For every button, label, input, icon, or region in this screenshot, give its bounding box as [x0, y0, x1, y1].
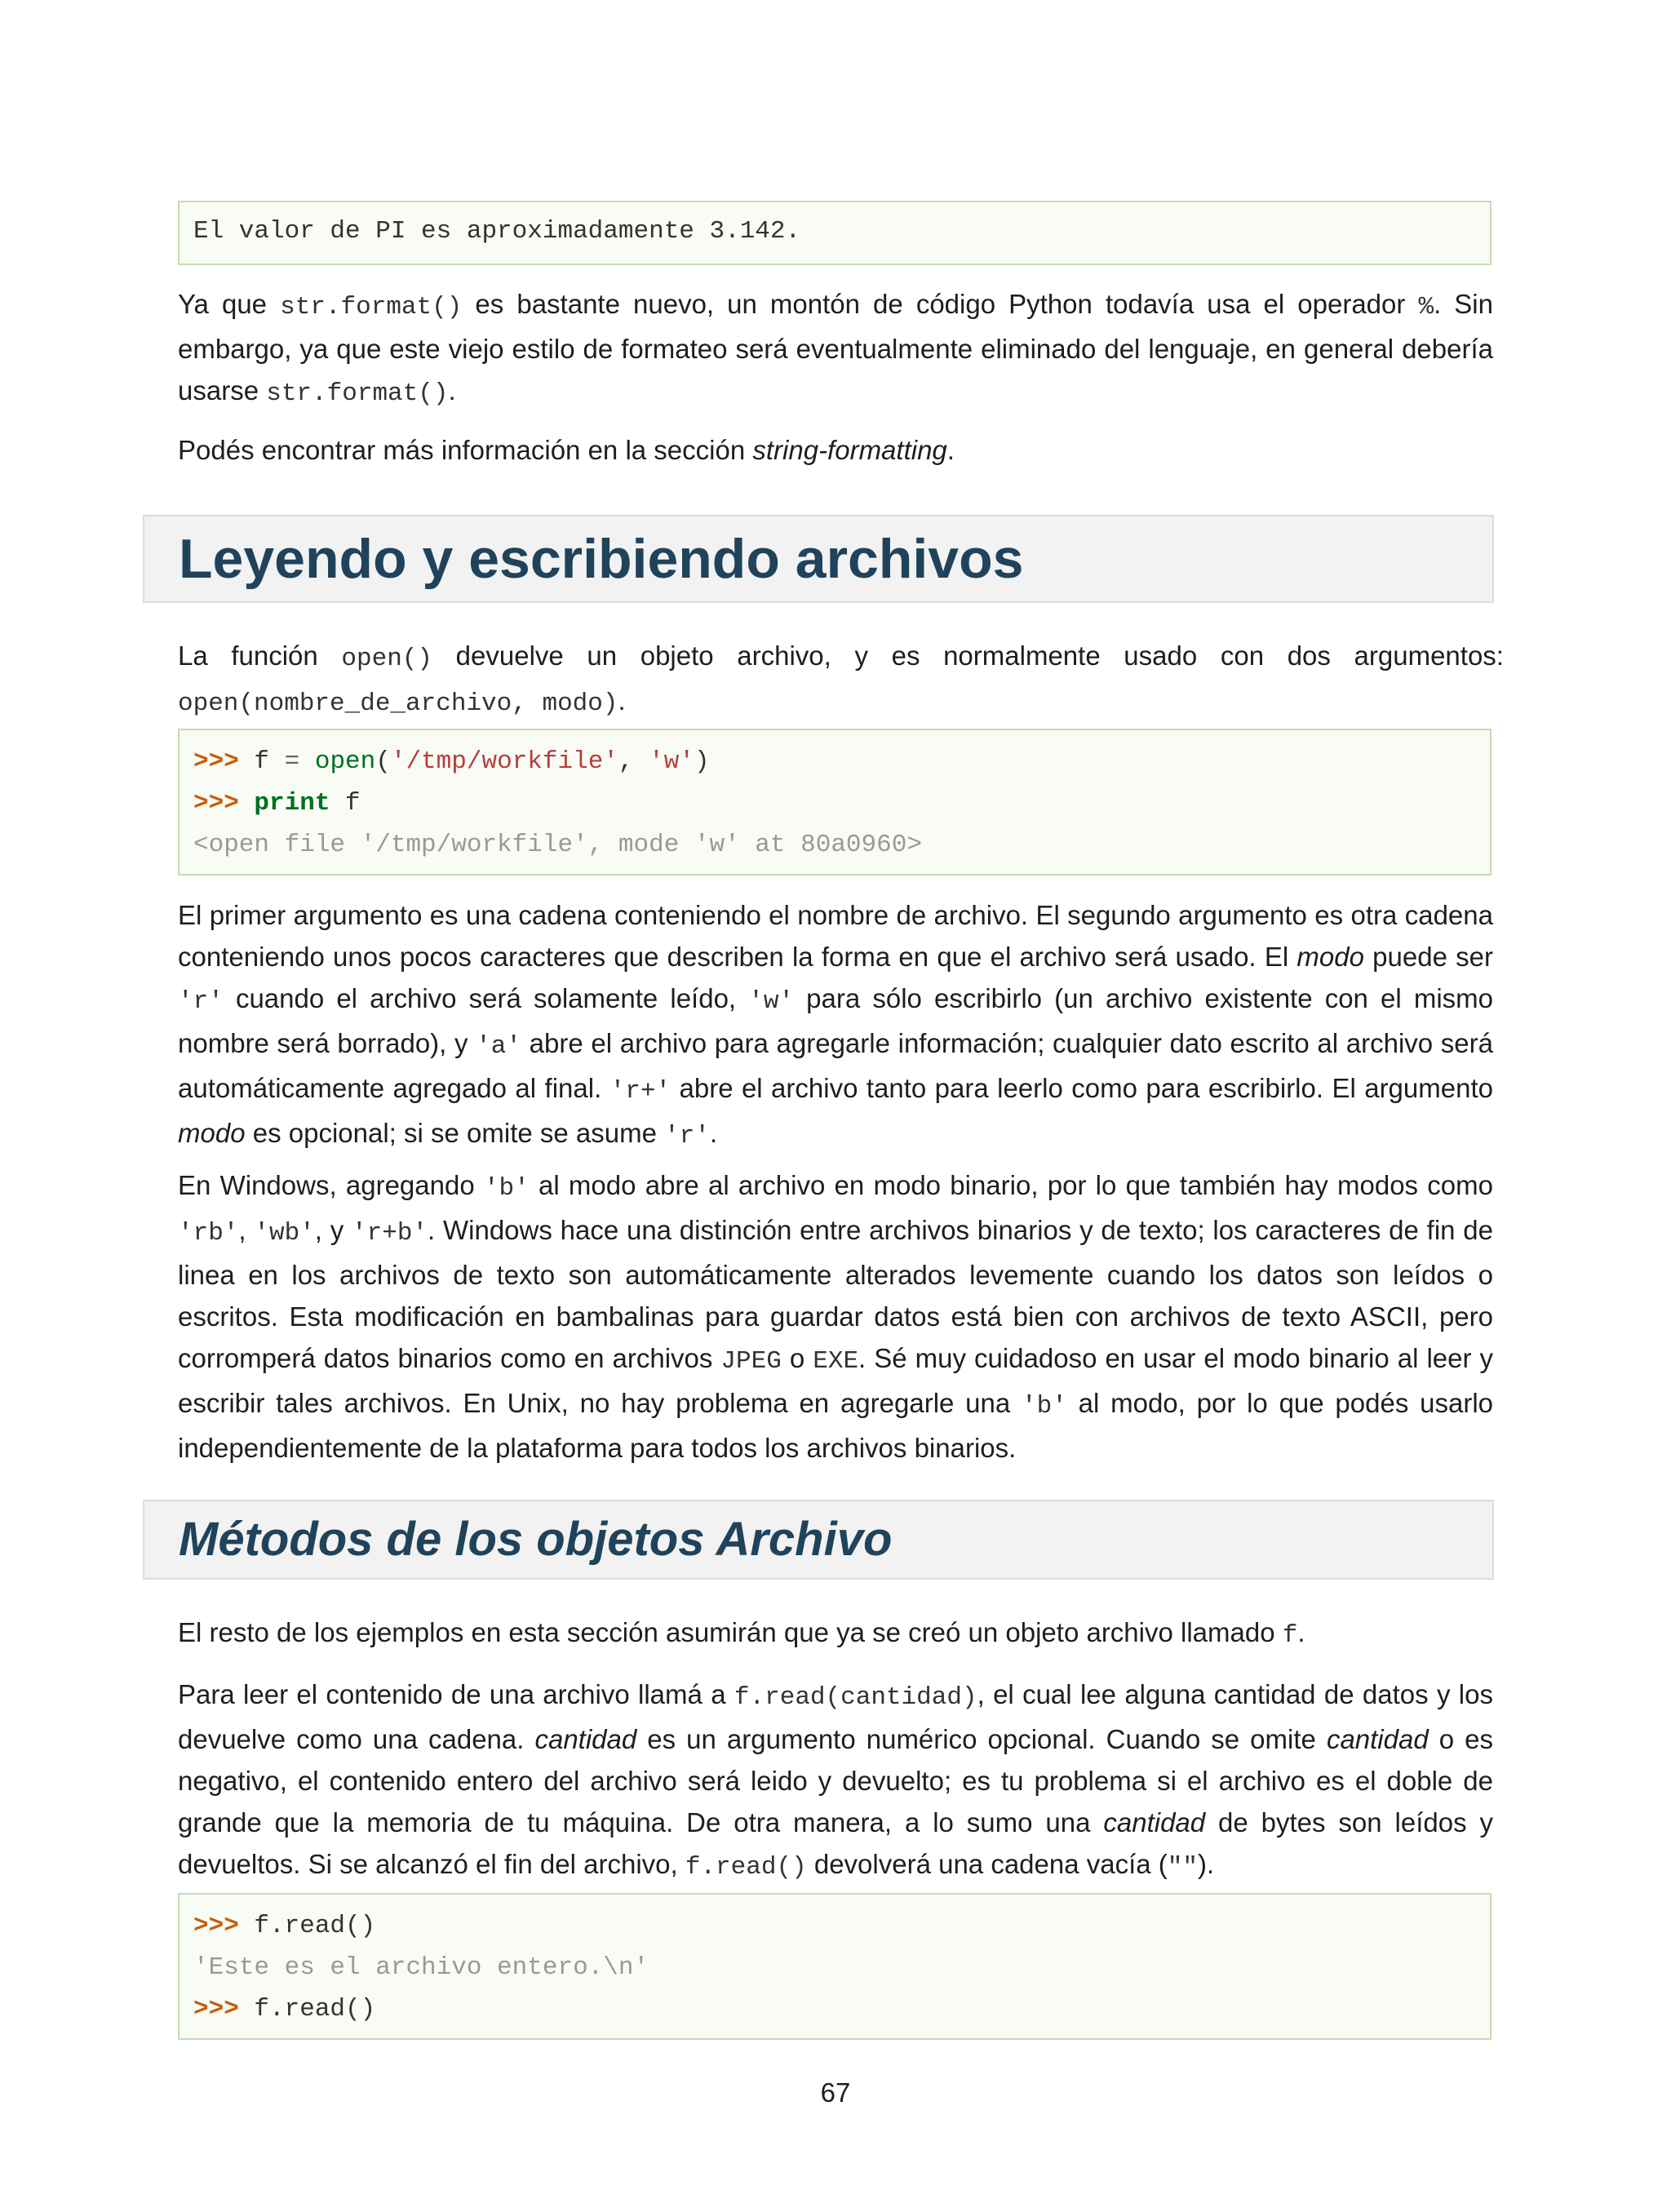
paragraph-arguments: El primer argumento es una cadena conteniendo el nombre de archivo. El segundo argumento es otra cadena conteniendo unos pocos caracteres que describen la forma en que el archivo será usado. El modo puede ser 'r' cuando el archivo será solamente leído, 'w' para sólo escribirlo (un archivo existente con el mismo nombre será borrado), y 'a' abre el archivo para agregarle información; cualquier dato escrito al archivo será automáticamente agregado al final. 'r+' abre el archivo tanto para leerlo como para escribirlo. El argumento modo es opcional; si se omite se asume 'r'. [178, 900, 1494, 1150]
code-line: >>> f = open('/tmp/workfile', 'w') [193, 747, 710, 776]
inline-code: 'w' [748, 987, 795, 1016]
inline-code: open(nombre_de_archivo, modo) [178, 689, 618, 718]
code-prompt: >>> [193, 1995, 239, 2024]
inline-code: EXE [813, 1347, 859, 1376]
inline-code: 'b' [1022, 1392, 1067, 1421]
page-number: 67 [820, 2077, 851, 2108]
code-line: >>> f.read() [193, 1995, 376, 2024]
inline-code: 'r' [664, 1122, 710, 1150]
code-line: El valor de PI es aproximadamente 3.142. [193, 217, 801, 246]
reference-link[interactable]: string-formatting [752, 435, 947, 465]
code-prompt: >>> [193, 747, 239, 776]
inline-code: 'rb' [178, 1219, 239, 1248]
section-title: Métodos de los objetos Archivo [179, 1513, 893, 1566]
section-heading-box [143, 1500, 1494, 1580]
inline-code: "" [1167, 1853, 1199, 1882]
section-heading-box [143, 515, 1494, 603]
inline-code: 'r+' [609, 1077, 672, 1106]
paragraph-read-method: Para leer el contenido de una archivo llamá a f.read(cantidad), el cual lee alguna cantidad de datos y los devuelve como una cadena. cantidad es un argumento numérico opcional. Cuando se omite cantidad o es negativo, el contenido entero del archivo será leido y devuelto; es tu problema si el archivo es el doble de grande que la memoria de tu máquina. De otra manera, a lo sumo una cantidad de bytes son leídos y devueltos. Si se alcanzó el fin del archivo, f.read() devolverá una cadena vacía (""). [178, 1679, 1493, 1882]
section-title: Leyendo y escribiendo archivos [179, 528, 1024, 590]
inline-code: str.format() [266, 379, 449, 408]
inline-code: JPEG [720, 1347, 782, 1376]
code-prompt: >>> [193, 789, 239, 818]
inline-code: 'b' [483, 1174, 530, 1203]
code-line: >>> print f [193, 789, 361, 818]
inline-code: 'r' [178, 987, 224, 1016]
inline-code: f.read(cantidad) [734, 1683, 977, 1712]
inline-code: str.format() [280, 293, 463, 321]
inline-code: 'a' [476, 1032, 521, 1061]
paragraph-open-function: La función open() devuelve un objeto archivo, y es normalmente usado con dos argumentos: open(nombre_de_archivo, modo). [178, 641, 1504, 718]
paragraph-windows-binary: En Windows, agregando 'b' al modo abre al archivo en modo binario, por lo que también hay modos como 'rb', 'wb', y 'r+b'. Windows hace una distinción entre archivos binarios y de texto; los caracteres de fin de linea en los archivos de texto son automáticamente alterados levemente cuando los datos son leídos o escritos. Esta modificación en bambalinas para guardar datos está bien con archivos de texto ASCII, pero corromperá datos binarios como en archivos JPEG o EXE. Sé muy cuidadoso en usar el modo binario al leer y escribir tales archivos. En Unix, no hay problema en agregarle una 'b' al modo, por lo que podés usarlo independientemente de la plataforma para todos los archivos binarios. [178, 1170, 1494, 1463]
paragraph-file-object: El resto de los ejemplos en esta sección asumirán que ya se creó un objeto archivo llamado f. [178, 1617, 1305, 1650]
inline-code: open() [341, 645, 433, 673]
paragraph-str-format: Ya que str.format() es bastante nuevo, un montón de código Python todavía usa el operador %. Sin embargo, ya que este viejo estilo de formateo será eventualmente eliminado del lenguaje, en general debería usarse str.format(). [178, 289, 1493, 408]
code-line: >>> f.read() [193, 1912, 376, 1940]
inline-code: 'wb' [254, 1219, 315, 1248]
inline-code: f [1282, 1621, 1298, 1650]
paragraph-more-info: Podés encontrar más información en la sección string-formatting. [178, 435, 955, 465]
inline-code: % [1418, 293, 1434, 321]
code-block-read [178, 1893, 1491, 2040]
code-block-open [178, 729, 1491, 875]
inline-code: f.read() [685, 1853, 807, 1882]
code-output-line: <open file '/tmp/workfile', mode 'w' at 80a0960> [193, 831, 922, 859]
inline-code: 'r+b' [352, 1219, 428, 1248]
code-prompt: >>> [193, 1912, 239, 1940]
code-output-pi [178, 201, 1491, 265]
code-output-line: 'Este es el archivo entero.\n' [193, 1953, 649, 1982]
